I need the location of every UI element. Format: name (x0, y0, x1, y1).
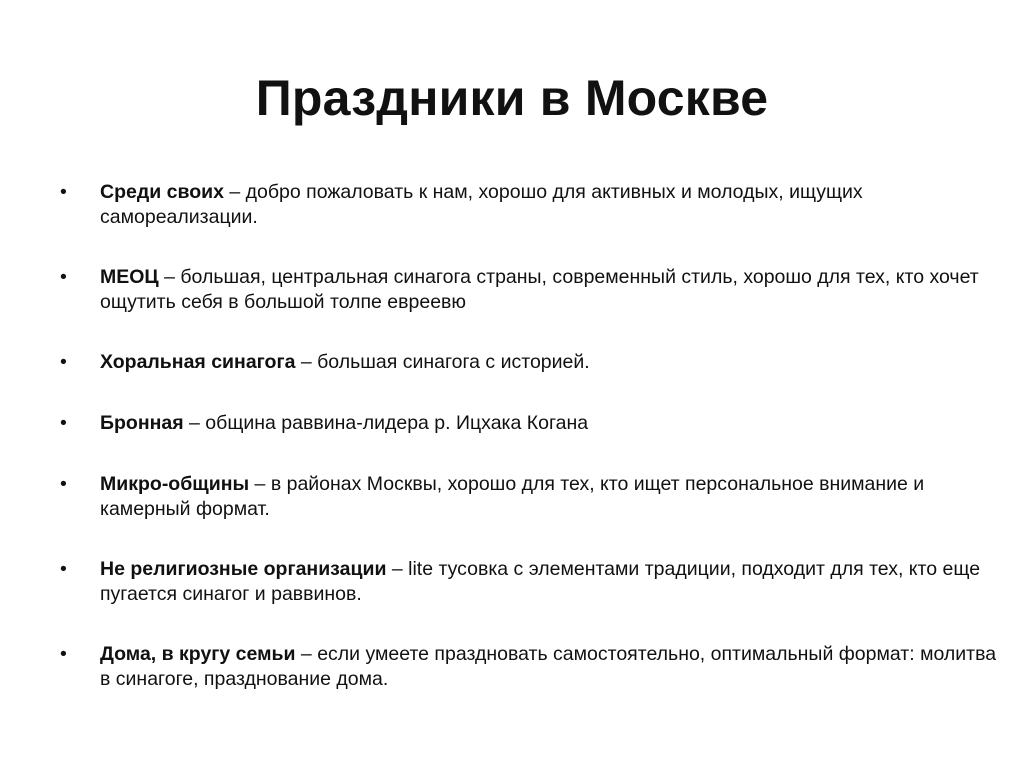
bullet-icon: • (60, 181, 67, 203)
item-text: – lite тусовка с элементами традиции, подходит для тех, кто еще пугается синагог и раввинов. (100, 558, 981, 605)
bullet-icon: • (60, 558, 67, 580)
bullet-icon: • (60, 266, 67, 288)
item-text: – община раввина-лидера р. Ицхака Когана (183, 412, 589, 434)
list-item (60, 642, 1010, 692)
list-item (60, 265, 1010, 315)
slide-title: Праздники в Москве (255, 70, 769, 126)
item-term: Хоральная синагога (100, 351, 296, 373)
list-item (60, 180, 1010, 230)
item-text: – большая, центральная синагога страны, современный стиль, хорошо для тех, кто хочет ощутить себя в большой толпе евреевю (100, 266, 979, 313)
list-item (60, 472, 1010, 522)
list-item (60, 350, 1010, 375)
bullet-icon: • (60, 351, 67, 373)
bullet-icon: • (60, 643, 67, 665)
item-term: Среди своих (100, 181, 224, 203)
item-text: – большая синагога с историей. (295, 351, 590, 373)
item-term: Бронная (100, 412, 184, 434)
item-term: Дома, в кругу семьи (100, 643, 296, 665)
item-text: – в районах Москвы, хорошо для тех, кто ищет персональное внимание и камерный формат. (100, 473, 925, 520)
item-term: Микро-общины (100, 473, 250, 495)
bullet-icon: • (60, 473, 67, 495)
item-text: – добро пожаловать к нам, хорошо для активных и молодых, ищущих самореализации. (100, 181, 863, 228)
item-term: МЕОЦ (100, 266, 159, 288)
item-term: Не религиозные организации (100, 558, 387, 580)
list-item (60, 411, 1010, 436)
bullet-icon: • (60, 412, 67, 434)
bullet-list (60, 180, 1010, 727)
item-text: – если умеете праздновать самостоятельно, оптимальный формат: молитва в синагоге, празднование дома. (100, 643, 997, 690)
list-item (60, 557, 1010, 607)
